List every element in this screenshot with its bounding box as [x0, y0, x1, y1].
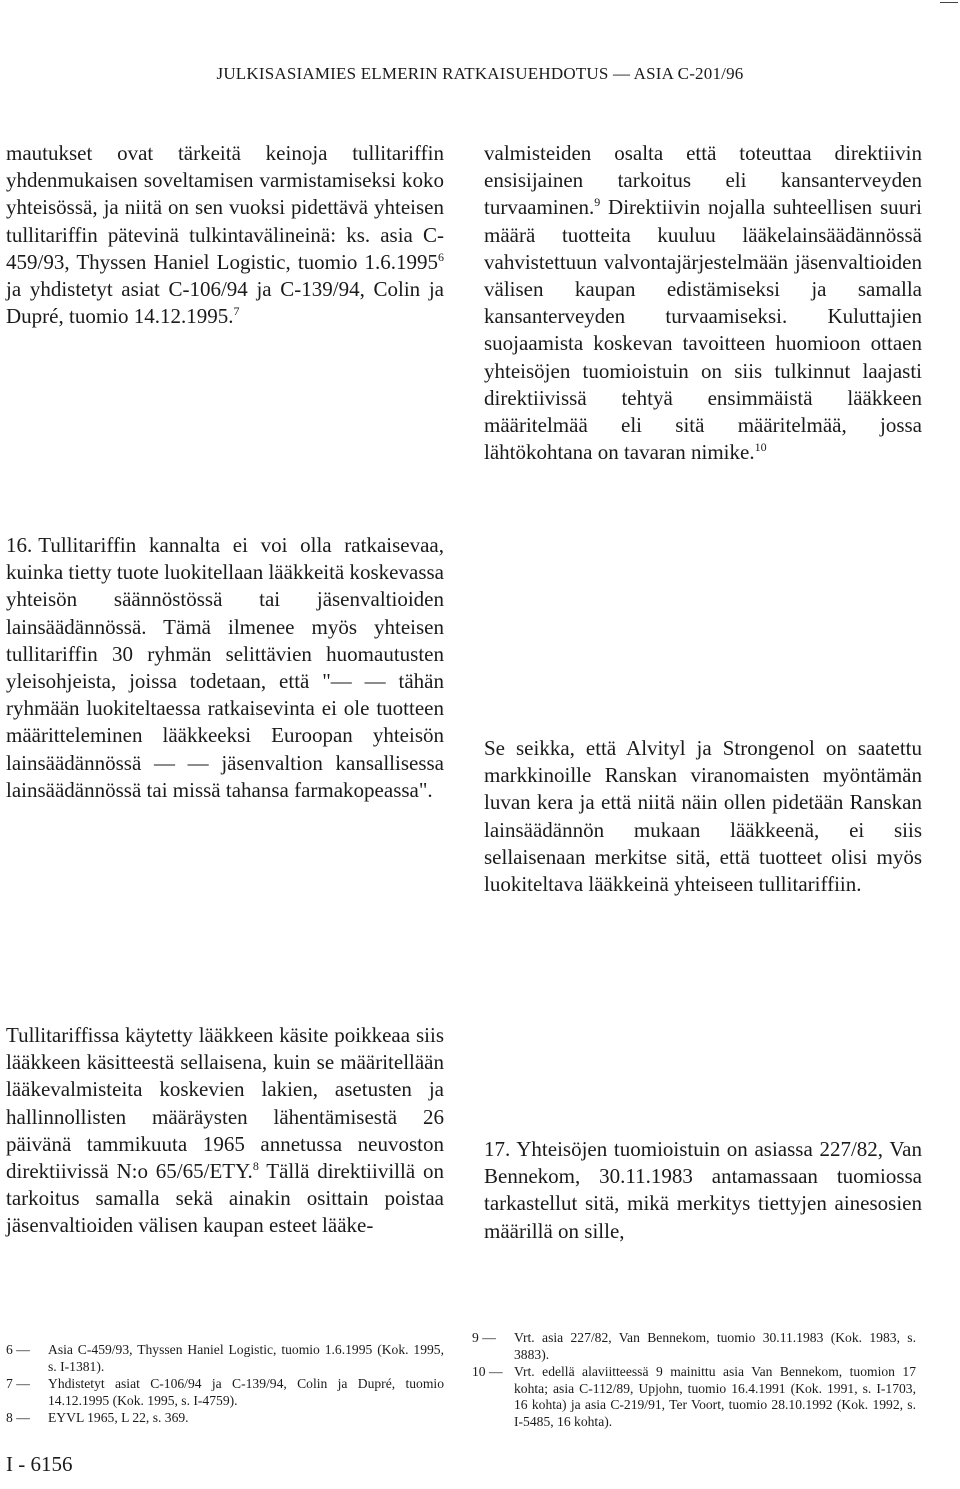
left-p1-text-b: ja yhdistetyt asiat C-106/94 ja C-139/94, Colin ja Dupré, tuomio 14.12.1995.: [6, 277, 444, 329]
footnote-10: [472, 1364, 916, 1430]
footnote-number: 9 —: [472, 1330, 496, 1345]
footnote-6: [6, 1342, 444, 1375]
footnote-number: 6 —: [6, 1342, 30, 1357]
footnote-8: [6, 1410, 444, 1427]
footnote-ref-7[interactable]: 7: [233, 304, 240, 319]
paragraph-16-text: Tullitariffin kannalta ei voi olla ratkaisevaa, kuinka tietty tuote luokitellaan lääkkeitä koskevassa yhteisön säännöstössä tai jäsenvaltioiden lainsäädännössä. Tämä ilmenee myös yhteisen tullitariffin 30 ryhmän selittävien huomautusten yleisohjeista, joissa todetaan, että "— — tähän ryhmään luokiteltaessa ratkaisevinta ei ole tuotteen määritteleminen lääkkeeksi Euroopan yhteisön lainsäädännössä — — jäsenvaltion kansallisessa lainsäädännössä tai missä tahansa farmakopeassa".: [6, 533, 444, 802]
footnote-ref-8[interactable]: 8: [252, 1159, 259, 1174]
paragraph-number-17: 17.: [484, 1137, 511, 1161]
corner-mark: [940, 2, 958, 3]
footnote-number: 8 —: [6, 1410, 30, 1426]
right-p2-text: Se seikka, että Alvityl ja Strongenol on saatettu markkinoille Ranskan viranomaisten myöntämän luvan kera ja että niitä näin ollen pidetään Ranskan lainsäädännön mukaan lääkkeenä, ei siis sellaisenaan merkitse sitä, että tuotteet olisi myös luokiteltava lääkkeinä yhteiseen tullitariffiin.: [484, 736, 922, 897]
left-p3-text-b: Tällä direktiivillä on tarkoitus samalla sekä ainakin osittain poistaa jäsenvaltioiden välisen kaupan esteet lääke-: [6, 1159, 444, 1238]
paragraph-17: [484, 1136, 922, 1245]
right-p1-text-b: Direktiivin nojalla suhteellisen suuri määrä tuotteita kuuluu lääkelainsäädännössä vahvistettuun valvontajärjestelmään jäsenvaltioiden välisen kaupan edistämiseksi ja samalla kansanterveyden turvaamiseksi. Kuluttajien suojaamista koskevan tavoitteen huomioon ottaen yhteisöjen tuomioistuin on siis tulkinnut laajasti direktiivissä tehtyä ensimmäistä lääkkeen määritelmää eli sitä määritelmää, jossa lähtökohtana on tavaran nimike.: [484, 195, 922, 465]
paragraph-16: [6, 532, 444, 804]
left-paragraph-lower: [6, 1022, 444, 1240]
right-paragraph-middle: [484, 735, 922, 898]
left-p3-text-a: Tullitariffissa käytetty lääkkeen käsite poikkeaa siis lääkkeen käsitteestä sellaisena, kuin se määritellään lääkevalmisteita koskevien lakien, asetusten ja hallinnollisten määräysten lähentämisestä 26 päivänä tammikuuta 1965 annetussa neuvoston direktiivissä N:o 65/65/ETY.: [6, 1023, 444, 1184]
footnote-number: 10 —: [472, 1364, 503, 1380]
footnote-number: 7 —: [6, 1376, 30, 1392]
footnote-9: [472, 1330, 916, 1363]
footnote-text: Yhdistetyt asiat C-106/94 ja C-139/94, Colin ja Dupré, tuomio 14.12.1995 (Kok. 1995, s. I-4759).: [48, 1376, 444, 1408]
footnotes-right: [472, 1330, 916, 1432]
right-paragraph-continuation: [484, 140, 922, 466]
page-number: I - 6156: [6, 1452, 73, 1476]
footnote-text: EYVL 1965, L 22, s. 369.: [48, 1410, 189, 1426]
right-p1-text-a: valmisteiden osalta että toteuttaa direktiivin ensisijainen tarkoitus eli kansanterveyden turvaaminen.: [484, 141, 922, 220]
footnote-text: Asia C-459/93, Thyssen Haniel Logistic, tuomio 1.6.1995 (Kok. 1995, s. I-1381).: [48, 1342, 444, 1374]
left-paragraph-continuation: [6, 140, 444, 330]
footnote-ref-6[interactable]: 6: [438, 249, 444, 264]
footnote-text: Vrt. asia 227/82, Van Bennekom, tuomio 30.11.1983 (Kok. 1983, s. 3883).: [514, 1330, 916, 1362]
footnote-ref-9[interactable]: 9: [594, 195, 601, 210]
paragraph-17-text: Yhteisöjen tuomioistuin on asiassa 227/82, Van Bennekom, 30.11.1983 antamassaan tuomiossa tarkastellut sitä, mikä merkitys tiettyjen ainesosien määrillä on sille,: [484, 1137, 922, 1243]
running-header: JULKISASIAMIES ELMERIN RATKAISUEHDOTUS — ASIA C-201/96: [216, 64, 744, 83]
footnote-text: Vrt. edellä alaviitteessä 9 mainittu asia Van Bennekom, tuomion 17 kohta; asia C-112/89, Upjohn, tuomio 16.4.1991 (Kok. 1991, s. I-1703, 16 kohta) ja asia C-219/91, Ter Voort, tuomio 28.10.1992 (Kok. 1992, s. I-5485, 16 kohta).: [514, 1364, 916, 1429]
footnote-ref-10[interactable]: 10: [754, 440, 767, 455]
footnotes-left: [6, 1342, 444, 1428]
footnote-7: [6, 1376, 444, 1409]
left-p1-text-a: mautukset ovat tärkeitä keinoja tullitariffin yhdenmukaisen soveltamisen varmistamiseksi koko yhteisössä, ja niitä on sen vuoksi pidettävä yhteisen tullitariffin pätevinä tulkintavälineinä: ks. asia C-459/93, Thyssen Haniel Logistic, tuomio 1.6.1995: [6, 141, 444, 274]
paragraph-number-16: 16.: [6, 533, 33, 557]
